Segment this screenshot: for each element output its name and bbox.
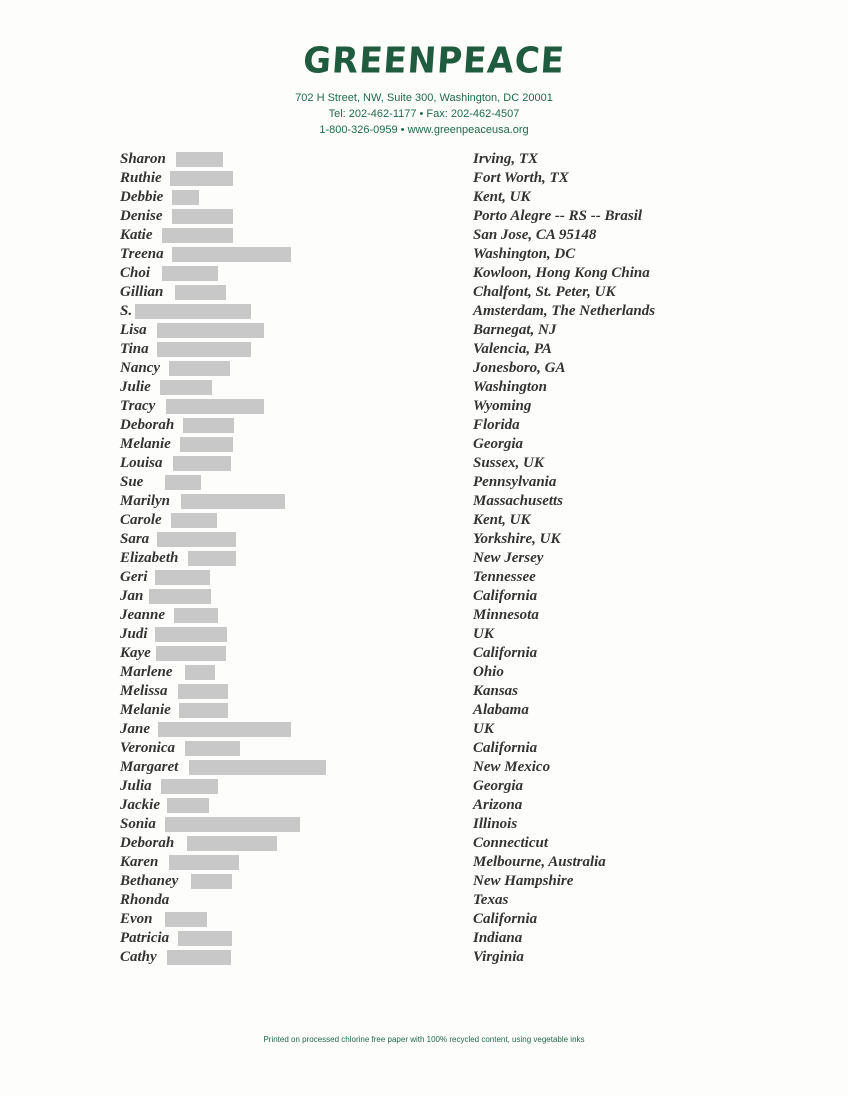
list-item	[0, 948, 848, 967]
redaction-block	[162, 228, 233, 243]
signer-name: Margaret	[120, 759, 179, 775]
signer-name: Jackie	[120, 797, 160, 813]
redaction-block	[156, 646, 226, 661]
list-item	[0, 853, 848, 872]
signer-location: Porto Alegre -- RS -- Brasil	[473, 208, 643, 224]
redaction-block	[183, 418, 234, 433]
signer-location: Alabama	[473, 702, 529, 718]
signer-name: Deborah	[120, 417, 175, 433]
signer-location: Georgia	[473, 436, 523, 452]
redaction-block	[157, 342, 251, 357]
signer-location: Kent, UK	[473, 512, 531, 528]
signer-name: Melissa	[120, 683, 168, 699]
signer-location: Amsterdam, The Netherlands	[473, 303, 656, 319]
list-item	[0, 454, 848, 473]
signer-name: Choi	[120, 265, 151, 281]
signer-location: Texas	[473, 892, 509, 908]
redaction-block	[180, 437, 233, 452]
list-item	[0, 378, 848, 397]
list-item	[0, 435, 848, 454]
signer-name: Elizabeth	[120, 550, 179, 566]
redaction-block	[172, 190, 199, 205]
signer-location: Sussex, UK	[473, 455, 544, 471]
signer-location: Valencia, PA	[473, 341, 552, 357]
list-item	[0, 340, 848, 359]
list-item	[0, 739, 848, 758]
signer-name: Judi	[120, 626, 148, 642]
redaction-block	[173, 456, 231, 471]
signer-name: S.	[120, 303, 133, 319]
redaction-block	[178, 684, 228, 699]
signer-location: California	[473, 645, 538, 661]
list-item	[0, 834, 848, 853]
redaction-block	[189, 760, 326, 775]
redaction-block	[169, 855, 239, 870]
signer-name: Karen	[120, 854, 159, 870]
signer-name: Deborah	[120, 835, 175, 851]
greenpeace-logo: GREENPEACE	[301, 40, 567, 82]
list-item	[0, 188, 848, 207]
signer-name: Sharon	[120, 151, 166, 167]
signer-name: Rhonda	[120, 892, 170, 908]
signer-name: Denise	[120, 208, 163, 224]
signer-list	[0, 150, 848, 967]
signer-name: Lisa	[120, 322, 147, 338]
signer-name: Veronica	[120, 740, 176, 756]
list-item	[0, 511, 848, 530]
signer-location: Indiana	[473, 930, 523, 946]
signer-name: Gillian	[120, 284, 164, 300]
list-item	[0, 264, 848, 283]
list-item	[0, 644, 848, 663]
redaction-block	[172, 209, 233, 224]
signer-name: Katie	[120, 227, 153, 243]
list-item	[0, 891, 848, 910]
redaction-block	[160, 380, 212, 395]
redaction-block	[165, 912, 207, 927]
redaction-block	[169, 361, 230, 376]
list-item	[0, 416, 848, 435]
signer-name: Jeanne	[120, 607, 165, 623]
signer-location: Florida	[473, 417, 520, 433]
list-item	[0, 758, 848, 777]
signer-name: Cathy	[120, 949, 157, 965]
list-item	[0, 302, 848, 321]
signer-location: Washington, DC	[473, 246, 576, 262]
signer-location: Irving, TX	[473, 151, 539, 167]
signer-location: Arizona	[473, 797, 523, 813]
signer-name: Melanie	[120, 436, 171, 452]
signer-name: Patricia	[120, 930, 170, 946]
signer-location: Kansas	[473, 683, 519, 699]
list-item	[0, 207, 848, 226]
signer-name: Jan	[120, 588, 144, 604]
list-item	[0, 682, 848, 701]
signer-name: Sonia	[120, 816, 156, 832]
list-item	[0, 815, 848, 834]
redaction-block	[165, 817, 300, 832]
signer-location: Tennessee	[473, 569, 536, 585]
signer-location: Virginia	[473, 949, 524, 965]
list-item	[0, 321, 848, 340]
redaction-block	[161, 779, 218, 794]
signer-location: UK	[473, 626, 494, 642]
signer-location: Minnesota	[473, 607, 539, 623]
redaction-block	[174, 608, 218, 623]
redaction-block	[191, 874, 232, 889]
redaction-block	[158, 722, 291, 737]
signer-location: Chalfont, St. Peter, UK	[473, 284, 616, 300]
redaction-block	[179, 703, 228, 718]
signer-location: Melbourne, Australia	[473, 854, 606, 870]
list-item	[0, 625, 848, 644]
redaction-block	[176, 152, 223, 167]
signer-location: New Jersey	[473, 550, 544, 566]
redaction-block	[187, 836, 277, 851]
signer-name: Julie	[120, 379, 151, 395]
signer-location: Fort Worth, TX	[473, 170, 569, 186]
list-item	[0, 397, 848, 416]
redaction-block	[171, 513, 217, 528]
signer-location: Washington	[473, 379, 547, 395]
street-address: 702 H Street, NW, Suite 300, Washington, DC 20001	[295, 92, 553, 104]
redaction-block	[167, 950, 231, 965]
redaction-block	[157, 323, 264, 338]
signer-name: Tina	[120, 341, 149, 357]
letterhead	[0, 40, 848, 138]
list-item	[0, 150, 848, 169]
list-item	[0, 910, 848, 929]
redaction-block	[165, 475, 201, 490]
list-item	[0, 530, 848, 549]
list-item	[0, 549, 848, 568]
signer-location: Jonesboro, GA	[473, 360, 566, 376]
list-item	[0, 701, 848, 720]
list-item	[0, 777, 848, 796]
signer-location: Georgia	[473, 778, 523, 794]
list-item	[0, 663, 848, 682]
redaction-block	[170, 171, 233, 186]
redaction-block	[162, 266, 218, 281]
signer-name: Julia	[120, 778, 152, 794]
list-item	[0, 872, 848, 891]
redaction-block	[157, 532, 236, 547]
signer-name: Sue	[120, 474, 144, 490]
signer-location: Kowloon, Hong Kong China	[473, 265, 650, 281]
signer-name: Treena	[120, 246, 164, 262]
list-item	[0, 359, 848, 378]
signer-location: Connecticut	[473, 835, 549, 851]
signer-name: Jane	[120, 721, 150, 737]
list-item	[0, 245, 848, 264]
footer-note: Printed on processed chlorine free paper with 100% recycled content, using vegetable inks	[263, 1035, 585, 1044]
signer-location: Wyoming	[473, 398, 532, 414]
signer-location: Pennsylvania	[473, 474, 557, 490]
list-item	[0, 796, 848, 815]
list-item	[0, 473, 848, 492]
signer-location: Illinois	[473, 816, 518, 832]
redaction-block	[155, 627, 227, 642]
signer-name: Kaye	[120, 645, 151, 661]
signer-location: Ohio	[473, 664, 504, 680]
list-item	[0, 568, 848, 587]
redaction-block	[185, 665, 215, 680]
signer-name: Nancy	[120, 360, 160, 376]
signer-location: UK	[473, 721, 494, 737]
list-item	[0, 169, 848, 188]
signer-name: Ruthie	[120, 170, 162, 186]
signer-location: San Jose, CA 95148	[473, 227, 597, 243]
redaction-block	[172, 247, 291, 262]
signer-name: Marilyn	[120, 493, 171, 509]
signer-location: Massachusetts	[473, 493, 564, 509]
signer-location: California	[473, 740, 538, 756]
list-item	[0, 492, 848, 511]
signer-location: California	[473, 911, 538, 927]
signer-name: Evon	[120, 911, 153, 927]
signer-name: Louisa	[120, 455, 163, 471]
signer-name: Tracy	[120, 398, 156, 414]
redaction-block	[149, 589, 211, 604]
signer-name: Marlene	[120, 664, 173, 680]
signer-location: Yorkshire, UK	[473, 531, 561, 547]
list-item	[0, 929, 848, 948]
list-item	[0, 606, 848, 625]
redaction-block	[155, 570, 210, 585]
signer-location: Kent, UK	[473, 189, 531, 205]
redaction-block	[188, 551, 236, 566]
signer-name: Melanie	[120, 702, 171, 718]
list-item	[0, 226, 848, 245]
redaction-block	[166, 399, 264, 414]
redaction-block	[167, 798, 209, 813]
signer-name: Bethaney	[120, 873, 179, 889]
signer-location: Barnegat, NJ	[473, 322, 557, 338]
signer-name: Sara	[120, 531, 150, 547]
redaction-block	[178, 931, 232, 946]
list-item	[0, 587, 848, 606]
signer-name: Geri	[120, 569, 148, 585]
redaction-block	[181, 494, 285, 509]
signer-location: New Hampshire	[473, 873, 574, 889]
redaction-block	[135, 304, 251, 319]
redaction-block	[185, 741, 240, 756]
signer-location: California	[473, 588, 538, 604]
tollfree-website: 1-800-326-0959 • www.greenpeaceusa.org	[319, 124, 529, 136]
list-item	[0, 720, 848, 739]
list-item	[0, 283, 848, 302]
signer-name: Carole	[120, 512, 162, 528]
phone-fax: Tel: 202-462-1177 • Fax: 202-462-4507	[328, 108, 520, 120]
signer-name: Debbie	[120, 189, 164, 205]
signer-location: New Mexico	[473, 759, 551, 775]
redaction-block	[175, 285, 226, 300]
